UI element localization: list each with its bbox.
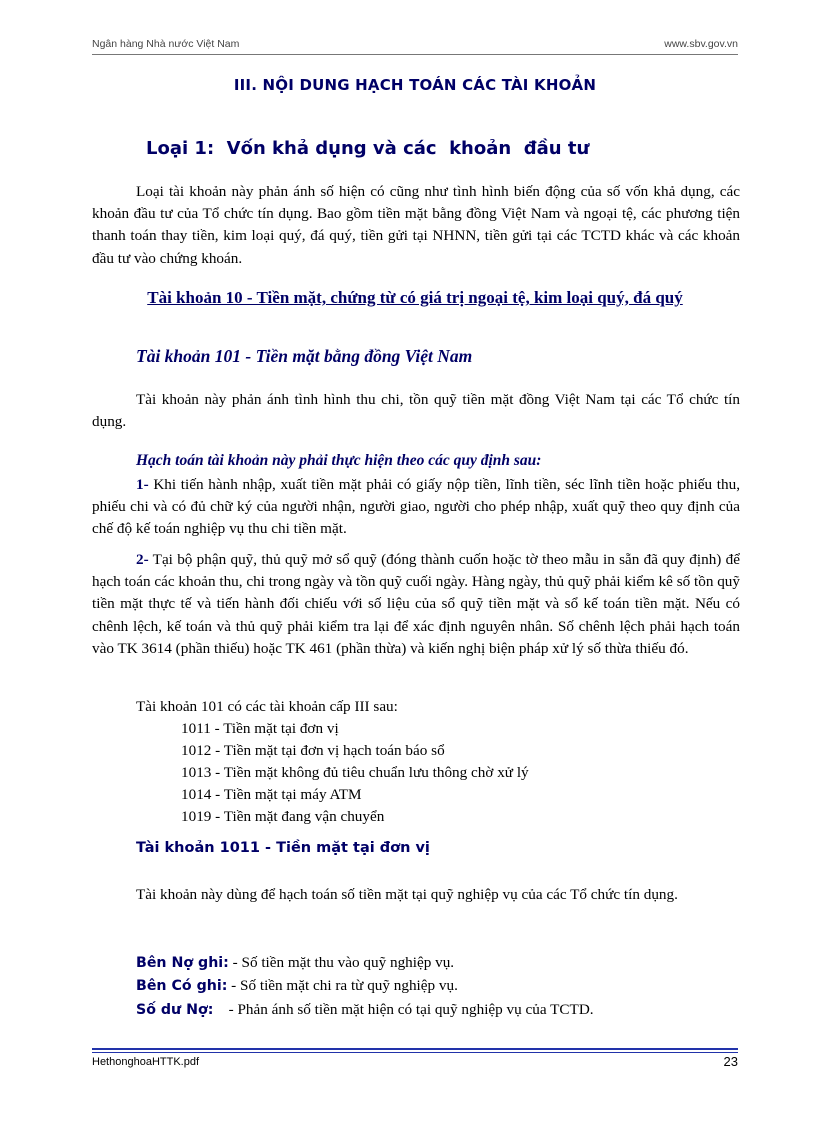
page-header bbox=[92, 34, 738, 54]
header-divider bbox=[92, 54, 738, 55]
page-footer bbox=[92, 1054, 738, 1074]
sub-account-item: 1019 - Tiền mặt đang vận chuyển bbox=[181, 808, 385, 825]
account-1011-description: Tài khoản này dùng để hạch toán số tiền mặt tại quỹ nghiệp vụ của các Tổ chức tín dụng. bbox=[136, 886, 678, 903]
footer-divider bbox=[92, 1048, 738, 1050]
header-website: www.sbv.gov.vn bbox=[664, 38, 738, 50]
sub-account-item: 1013 - Tiền mặt không đủ tiêu chuẩn lưu thông chờ xử lý bbox=[181, 764, 529, 781]
page-number: 23 bbox=[723, 1054, 738, 1069]
rule-text: Khi tiến hành nhập, xuất tiền mặt phải có giấy nộp tiền, lĩnh tiền, séc lĩnh tiền hoặc phiếu thu, phiếu chi và có đủ chữ ký của người nhận, người giao, người cho phép nhập, xuất quỹ theo quy định của chế độ kế toán nghiệp vụ thu chi tiền mặt. bbox=[92, 476, 740, 538]
category-heading: Loại 1: Vốn khả dụng và các khoản đầu tư bbox=[146, 138, 590, 159]
account-10-title: Tài khoản 10 - Tiền mặt, chứng từ có giá trị ngoại tệ, kim loại quý, đá quý bbox=[147, 288, 683, 307]
entry-label: Số dư Nợ: bbox=[136, 1002, 214, 1018]
intro-paragraph: Loại tài khoản này phản ánh số hiện có cũng như tình hình biến động của số vốn khả dụng, các khoản đầu tư của Tổ chức tín dụng. Bao gồm tiền mặt bằng đồng Việt Nam và ngoại tệ, các phương tiện thanh toán thay tiền, kim loại quý, đá quý, tiền gửi tại NHNN, tiền gửi tại các TCTD khác và các khoản đầu tư vào chứng khoán. bbox=[92, 183, 740, 267]
rules-heading: Hạch toán tài khoản này phải thực hiện theo các quy định sau: bbox=[136, 452, 542, 469]
rule-text: Tại bộ phận quỹ, thủ quỹ mở sổ quỹ (đóng thành cuốn hoặc tờ theo mẫu in sẵn đã quy định) để hạch toán các khoản thu, chi trong ngày và tồn quỹ cuối ngày. Hàng ngày, thủ quỹ phải kiểm kê số tồn quỹ tiền mặt thực tế và tiến hành đối chiếu với số liệu của sổ quỹ tiền mặt và sổ kế toán tiền mặt. Nếu có chênh lệch, kế toán và thủ quỹ phải kiểm tra lại để xác định nguyên nhân. Số chênh lệch phải hạch toán vào TK 3614 (phần thiếu) hoặc TK 461 (phần thừa) và kiến nghị biện pháp xử lý số thừa thiếu đó. bbox=[92, 551, 740, 657]
entry-label: Bên Nợ ghi: bbox=[136, 955, 229, 971]
header-org: Ngân hàng Nhà nước Việt Nam bbox=[92, 38, 240, 50]
sub-account-item: 1012 - Tiền mặt tại đơn vị hạch toán báo sổ bbox=[181, 742, 445, 759]
rule-number: 1- bbox=[136, 476, 149, 493]
rule-1 bbox=[92, 474, 740, 541]
credit-entry bbox=[136, 975, 458, 997]
sub-account-item: 1014 - Tiền mặt tại máy ATM bbox=[181, 786, 362, 803]
sub-accounts-intro: Tài khoản 101 có các tài khoản cấp III sau: bbox=[136, 698, 398, 715]
rule-number: 2- bbox=[136, 551, 149, 568]
sub-accounts-list bbox=[181, 718, 529, 828]
footer-filename: HethonghoaHTTK.pdf bbox=[92, 1056, 200, 1068]
entry-text: - Số tiền mặt thu vào quỹ nghiệp vụ. bbox=[228, 954, 455, 971]
entry-label: Bên Có ghi: bbox=[136, 978, 228, 994]
rule-2 bbox=[92, 549, 740, 660]
account-101-description: Tài khoản này phản ánh tình hình thu chi, tồn quỹ tiền mặt đồng Việt Nam tại các Tổ chức tín dụng. bbox=[92, 391, 740, 431]
debit-balance-entry bbox=[136, 999, 594, 1021]
account-1011-title: Tài khoản 1011 - Tiền mặt tại đơn vị bbox=[136, 840, 430, 856]
sub-account-item: 1011 - Tiền mặt tại đơn vị bbox=[181, 720, 339, 737]
entry-text: - Phản ánh số tiền mặt hiện có tại quỹ nghiệp vụ của TCTD. bbox=[213, 1001, 594, 1018]
debit-entry bbox=[136, 952, 454, 974]
footer-divider-thin bbox=[92, 1052, 738, 1053]
account-101-title: Tài khoản 101 - Tiền mặt bằng đồng Việt Nam bbox=[136, 346, 473, 366]
entry-text: - Số tiền mặt chi ra từ quỹ nghiệp vụ. bbox=[227, 977, 458, 994]
section-title: III. NỘI DUNG HẠCH TOÁN CÁC TÀI KHOẢN bbox=[233, 76, 597, 94]
